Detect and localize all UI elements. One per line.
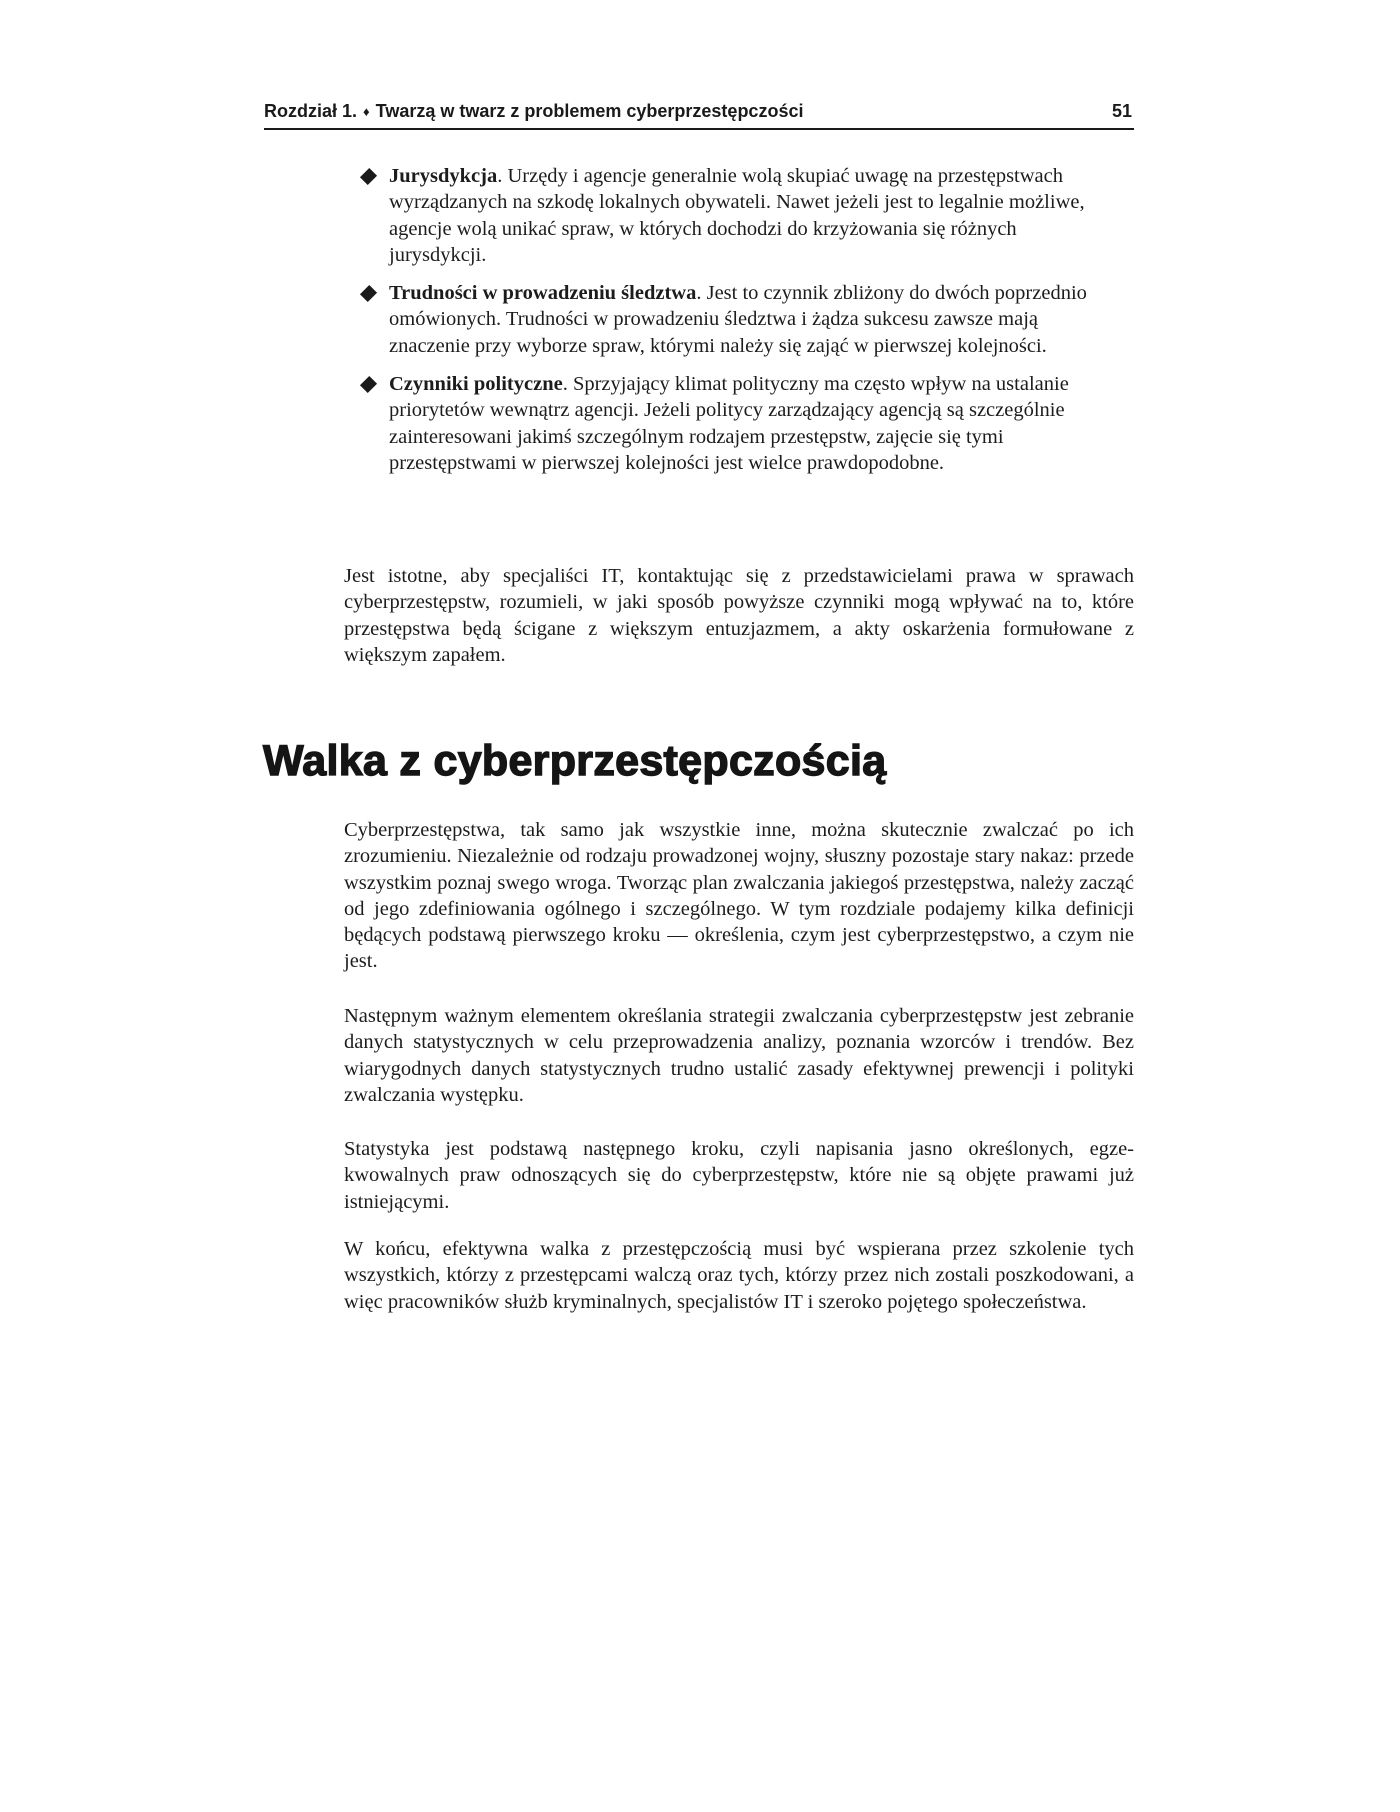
- bullet-term: Trudności w prowadzeniu śledztwa: [389, 282, 697, 305]
- section-heading: Walka z cyberprzestępczością: [263, 737, 887, 785]
- running-header: [264, 98, 1134, 130]
- bullet-term: Czynniki polityczne: [389, 373, 563, 396]
- diamond-bullet-icon: [360, 285, 377, 302]
- diamond-bullet-icon: [360, 376, 377, 393]
- chapter-label: Rozdział 1.: [264, 101, 358, 121]
- diamond-separator-icon: ♦: [363, 104, 370, 119]
- page-number: 51: [1111, 101, 1132, 121]
- bullet-list: [359, 163, 1119, 488]
- list-item: [359, 371, 1119, 476]
- bullet-text: . Sprzyjający klimat polityczny ma często wpływ na ustalanie priorytetów wewnątrz agencji. Jeżeli politycy zarządzający agencją są szczególnie zainteresowani jakimś szczególnym rodzajem przestępstw, zajęcie się tymi przestępstwami w pierwszej kolejności jest wielce prawdopodobne.: [389, 373, 1069, 474]
- bullet-text: . Urzędy i agencje generalnie wolą skupiać uwagę na przestępstwach wyrządzanych na szkodę lokalnych obywateli. Nawet jeżeli jest to legalnie możliwe, agencje wolą unikać spraw, w których dochodzi do krzyżowania się różnych jurysdykcji.: [389, 165, 1085, 266]
- chapter-title: Twarzą w twarz z problemem cyberprzestępczości: [375, 101, 804, 121]
- list-item: [359, 280, 1119, 359]
- body-paragraph: Cyberprzestępstwa, tak samo jak wszystkie inne, można skutecznie zwalczać po ich zrozumieniu. Niezależnie od rodzaju prowadzonej wojny, słuszny pozostaje stary nakaz: przede wszystkim poznaj swego wroga. Tworząc plan zwalczania jakiegoś przestępstwa, należy zacząć od jego zdefiniowania ogólnego i szczególnego. W tym rozdziale podajemy kilka definicji będących podstawą pierwszego kroku — określenia, czym jest cyberprzestępstwo, a czym nie jest.: [344, 819, 1134, 973]
- bullet-text: . Jest to czynnik zbliżony do dwóch poprzednio omówionych. Trudności w prowadzeniu śledztwa i żądza sukcesu zawsze mają znaczenie przy wyborze spraw, którymi należy się zająć w pierwszej kolejności.: [389, 282, 1087, 357]
- running-header-chapter: [264, 98, 803, 125]
- bullet-term: Jurysdykcja: [389, 165, 498, 187]
- list-item: [359, 163, 1119, 268]
- body-paragraph: Statystyka jest podstawą następnego kroku, czyli napisania jasno określonych, egzekwowalnych praw odnoszących się do cyberprzestępstw, które nie są objęte prawami już istniejącymi.: [344, 1138, 1134, 1213]
- body-paragraph: Następnym ważnym elementem określania strategii zwalczania cyberprzestępstw jest zebranie danych statystycznych w celu przeprowadzenia analizy, poznania wzorców i trendów. Bez wiarygodnych danych statystycznych trudno ustalić zasady efektywnej prewencji i polityki zwalczania występku.: [344, 1005, 1134, 1106]
- body-paragraph: W końcu, efektywna walka z przestępczością musi być wspierana przez szkolenie tych wszystkich, którzy z przestępcami walczą oraz tych, którzy przez nich zostali poszkodowani, a więc pracowników służb kryminalnych, specjalistów IT i szeroko pojętego społeczeństwa.: [344, 1238, 1134, 1313]
- intro-paragraph: Jest istotne, aby specjaliści IT, kontaktując się z przedstawicielami prawa w sprawach cyberprzestępstw, rozumieli, w jaki sposób powyższe czynniki mogą wpływać na to, które przestępstwa będą ścigane z większym entuzjazmem, a akty oskarżenia formułowane z większym zapałem.: [344, 565, 1134, 666]
- diamond-bullet-icon: [360, 168, 377, 185]
